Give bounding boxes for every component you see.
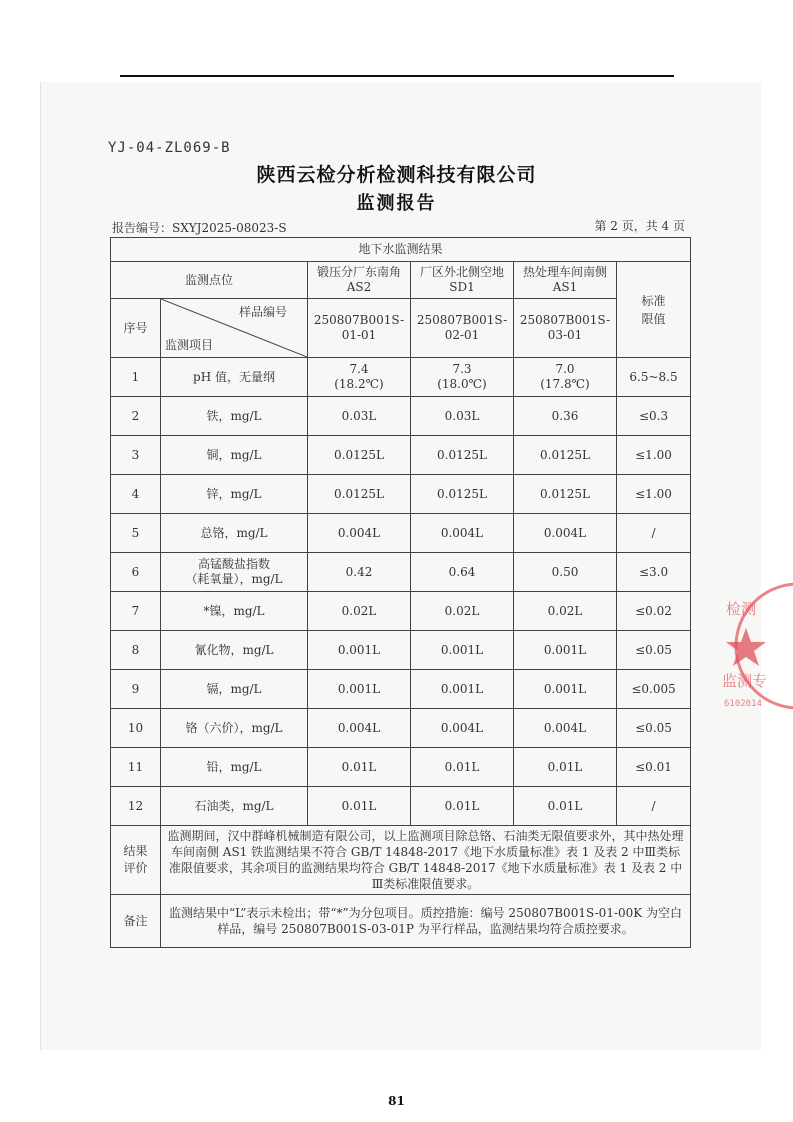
conclusion-label xyxy=(111,826,161,895)
sample-3: 250807B001S-03-01 xyxy=(514,299,617,358)
point-label: 监测点位 xyxy=(111,262,308,299)
row-value-1: 0.03L xyxy=(308,397,411,436)
row-item: *镍，mg/L xyxy=(161,592,308,631)
svg-text:检测: 检测 xyxy=(726,600,757,618)
row-no: 10 xyxy=(111,709,161,748)
row-no: 11 xyxy=(111,748,161,787)
table-row xyxy=(111,709,691,748)
row-item: 铜，mg/L xyxy=(161,436,308,475)
section-title: 地下水监测结果 xyxy=(111,238,691,262)
table-row xyxy=(111,670,691,709)
row-value-2: 0.01L xyxy=(411,748,514,787)
row-value-3: 0.01L xyxy=(514,748,617,787)
temperature: (18.2℃) xyxy=(334,377,384,391)
location-2: 厂区外北侧空地 SD1 xyxy=(411,262,514,299)
location-3: 热处理车间南侧 AS1 xyxy=(514,262,617,299)
row-value-3: 0.02L xyxy=(514,592,617,631)
row-value-2: 0.02L xyxy=(411,592,514,631)
row-limit: ≤0.05 xyxy=(617,709,691,748)
row-value-2: 0.0125L xyxy=(411,436,514,475)
note-row xyxy=(111,895,691,948)
row-value-1: 0.0125L xyxy=(308,436,411,475)
location-1: 锻压分厂东南角 AS2 xyxy=(308,262,411,299)
table-row xyxy=(111,787,691,826)
table-row xyxy=(111,748,691,787)
table-row xyxy=(111,631,691,670)
row-value-3: 0.01L xyxy=(514,787,617,826)
document-code: YJ-04-ZL069-B xyxy=(108,140,231,156)
value: 7.3 xyxy=(452,362,472,376)
note-label: 备注 xyxy=(111,895,161,948)
seq-label: 序号 xyxy=(111,299,161,358)
row-value-2: 0.0125L xyxy=(411,475,514,514)
row-limit: / xyxy=(617,787,691,826)
row-value-3: 0.0125L xyxy=(514,436,617,475)
conclusion-text: 监测期间，汉中群峰机械制造有限公司，以上监测项目除总铬、石油类无限值要求外，其中热处理车间南侧 AS1 铁监测结果不符合 GB/T 14848-2017《地下水质量标准》表 1 及表 2 中Ⅲ类标准限值要求，其余项目的监测结果均符合 GB/T 14848-2017《地下水质量标准》表 1 及表 2 中Ⅲ类标准限值要求。 xyxy=(161,826,691,895)
row-item: 铁，mg/L xyxy=(161,397,308,436)
row-limit: ≤1.00 xyxy=(617,475,691,514)
row-value-2: 0.01L xyxy=(411,787,514,826)
report-title: 监测报告 xyxy=(356,193,437,214)
limit-label xyxy=(617,262,691,358)
row-no: 3 xyxy=(111,436,161,475)
row-value-3: 0.50 xyxy=(514,553,617,592)
conclusion-label-text: 结果评价 xyxy=(123,844,148,875)
row-value-1: 0.02L xyxy=(308,592,411,631)
top-rule xyxy=(120,75,674,77)
row-value-2: 0.64 xyxy=(411,553,514,592)
value: 7.4 xyxy=(349,362,369,376)
row-item: 铬（六价），mg/L xyxy=(161,709,308,748)
row-value-1: 0.001L xyxy=(308,670,411,709)
row-item: pH 值，无量纲 xyxy=(161,358,308,397)
row-item xyxy=(161,553,308,592)
row-value-1: 0.001L xyxy=(308,631,411,670)
note-text: 监测结果中“L”表示未检出；带“*”为分包项目。质控措施：编号 250807B001S-01-00K 为空白样品，编号 250807B001S-03-01P 为平行样品，监测结果均符合质控要求。 xyxy=(161,895,691,948)
row-limit: ≤0.02 xyxy=(617,592,691,631)
row-item: 铅，mg/L xyxy=(161,748,308,787)
diagonal-header-cell xyxy=(161,299,308,358)
svg-text:6102014: 6102014 xyxy=(724,699,762,709)
table-row xyxy=(111,397,691,436)
table-row xyxy=(111,358,691,397)
table-row xyxy=(111,514,691,553)
row-value-3: 0.36 xyxy=(514,397,617,436)
row-value-2: 0.03L xyxy=(411,397,514,436)
row-item: 镉，mg/L xyxy=(161,670,308,709)
conclusion-row xyxy=(111,826,691,895)
svg-text:监测专: 监测专 xyxy=(722,672,768,690)
row-value-3: 0.004L xyxy=(514,709,617,748)
row-no: 12 xyxy=(111,787,161,826)
row-item: 石油类，mg/L xyxy=(161,787,308,826)
row-limit: ≤0.005 xyxy=(617,670,691,709)
row-no: 2 xyxy=(111,397,161,436)
seal-icon xyxy=(718,578,793,714)
value: 7.0 xyxy=(555,362,575,376)
temperature: (17.8℃) xyxy=(540,377,590,391)
table-row xyxy=(111,553,691,592)
item-label: 监测项目 xyxy=(165,338,214,352)
sample-2: 250807B001S-02-01 xyxy=(411,299,514,358)
row-value-1: 0.004L xyxy=(308,709,411,748)
row-value-3: 0.001L xyxy=(514,631,617,670)
row-value-3: 0.001L xyxy=(514,670,617,709)
table-row xyxy=(111,475,691,514)
row-no: 8 xyxy=(111,631,161,670)
row-value-2: 0.001L xyxy=(411,670,514,709)
row-value-1: 0.01L xyxy=(308,787,411,826)
row-value-2: 0.004L xyxy=(411,514,514,553)
report-number: 报告编号：SXYJ2025-08023-S xyxy=(112,221,287,235)
row-limit: / xyxy=(617,514,691,553)
row-value-3: 0.004L xyxy=(514,514,617,553)
row-value-2 xyxy=(411,358,514,397)
row-value-1: 0.004L xyxy=(308,514,411,553)
row-value-1: 0.42 xyxy=(308,553,411,592)
item-line-2: （耗氧量），mg/L xyxy=(185,572,283,586)
row-value-3 xyxy=(514,358,617,397)
row-value-1: 0.01L xyxy=(308,748,411,787)
row-no: 9 xyxy=(111,670,161,709)
company-seal xyxy=(718,578,793,714)
row-value-1: 0.0125L xyxy=(308,475,411,514)
table-row xyxy=(111,592,691,631)
page-number: 81 xyxy=(388,1094,405,1108)
row-no: 1 xyxy=(111,358,161,397)
row-no: 6 xyxy=(111,553,161,592)
row-limit: ≤3.0 xyxy=(617,553,691,592)
row-limit: ≤0.01 xyxy=(617,748,691,787)
row-no: 7 xyxy=(111,592,161,631)
row-value-1 xyxy=(308,358,411,397)
sample-1: 250807B001S-01-01 xyxy=(308,299,411,358)
results-table xyxy=(110,237,691,948)
page-info: 第 2 页，共 4 页 xyxy=(594,219,685,233)
company-name: 陕西云检分析检测科技有限公司 xyxy=(256,164,537,186)
row-value-3: 0.0125L xyxy=(514,475,617,514)
row-value-2: 0.001L xyxy=(411,631,514,670)
item-line-1: 高锰酸盐指数 xyxy=(197,557,270,571)
row-limit: 6.5~8.5 xyxy=(617,358,691,397)
row-item: 总铬，mg/L xyxy=(161,514,308,553)
temperature: (18.0℃) xyxy=(437,377,487,391)
row-item: 锌，mg/L xyxy=(161,475,308,514)
row-item: 氰化物，mg/L xyxy=(161,631,308,670)
row-limit: ≤0.3 xyxy=(617,397,691,436)
row-no: 5 xyxy=(111,514,161,553)
table-row xyxy=(111,436,691,475)
row-limit: ≤0.05 xyxy=(617,631,691,670)
row-limit: ≤1.00 xyxy=(617,436,691,475)
limit-label-text: 标准限值 xyxy=(641,293,666,326)
sample-label: 样品编号 xyxy=(238,305,287,319)
row-no: 4 xyxy=(111,475,161,514)
row-value-2: 0.004L xyxy=(411,709,514,748)
